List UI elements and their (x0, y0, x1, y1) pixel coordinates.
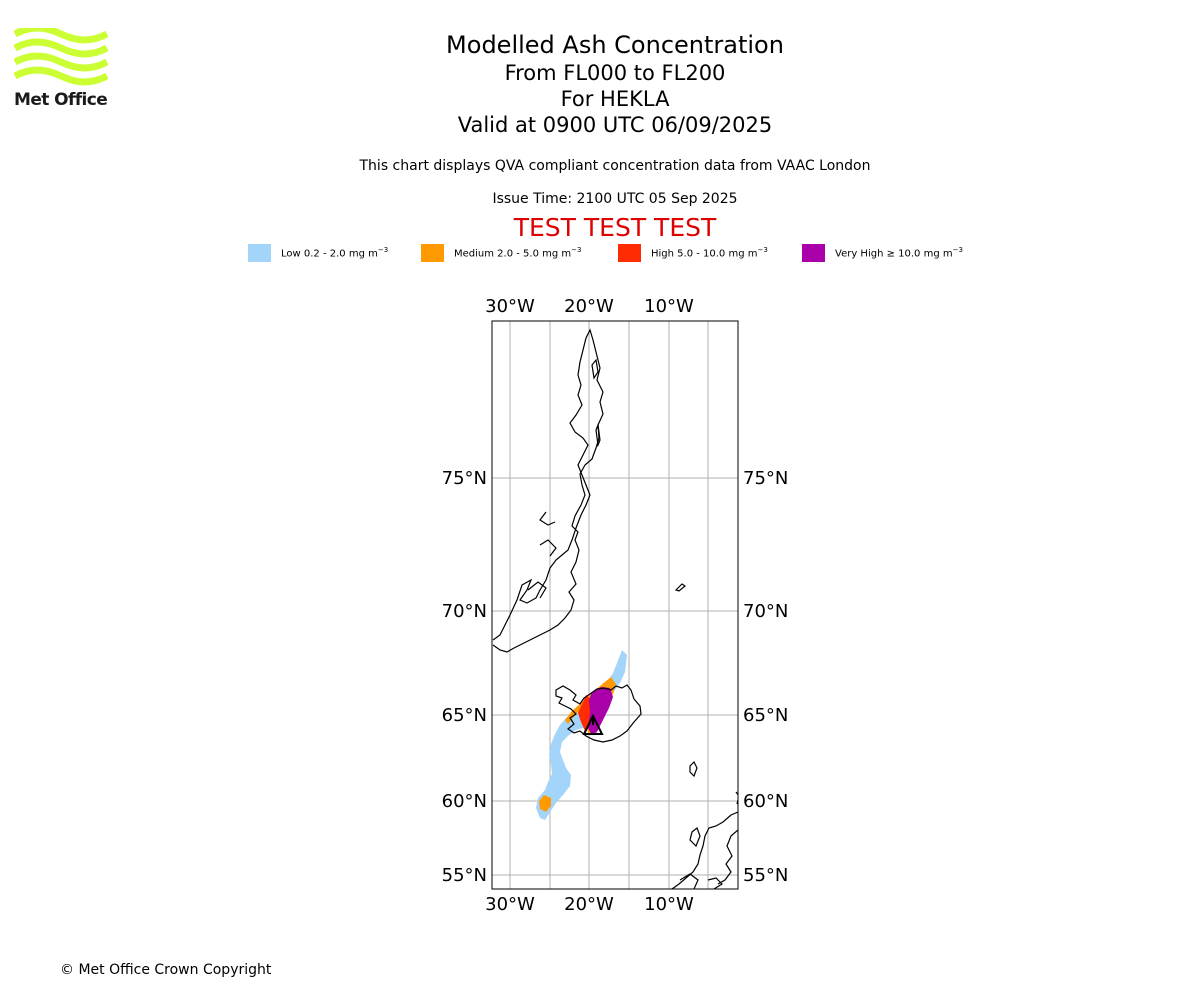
bottom-lon-label: 10°W (644, 894, 694, 915)
map-background (492, 321, 738, 889)
title-line3: For HEKLA (560, 87, 670, 111)
legend-label-very-high: Very High ≥ 10.0 mg m (835, 248, 953, 260)
bottom-lon-label: 20°W (564, 894, 614, 915)
logo-text: Met Office (14, 90, 108, 110)
left-lat-label: 55°N (441, 865, 487, 886)
top-lon-label: 30°W (485, 296, 535, 317)
legend-unit-exp: −3 (757, 246, 768, 255)
legend-item-very-high (802, 244, 963, 262)
legend-label-low: Low 0.2 - 2.0 mg m (281, 248, 378, 260)
legend-unit-exp: −3 (952, 246, 963, 255)
right-lat-label: 70°N (743, 601, 789, 622)
legend-item-low (248, 244, 388, 262)
subtitle: This chart displays QVA compliant concentration data from VAAC London (359, 158, 871, 174)
bottom-lon-label: 30°W (485, 894, 535, 915)
test-banner: TEST TEST TEST (513, 213, 717, 242)
legend-item-high (618, 244, 768, 262)
title-line4: Valid at 0900 UTC 06/09/2025 (457, 113, 773, 137)
left-lat-label: 60°N (441, 791, 487, 812)
top-lon-label: 20°W (564, 296, 614, 317)
legend (0, 244, 1200, 264)
legend-swatch-medium (421, 244, 444, 262)
top-lon-label: 10°W (644, 296, 694, 317)
legend-item-medium (421, 244, 581, 262)
ash-map-svg (420, 285, 820, 915)
title-line1: Modelled Ash Concentration (446, 31, 784, 59)
right-lat-label: 55°N (743, 865, 789, 886)
left-lat-label: 70°N (441, 601, 487, 622)
legend-unit-exp: −3 (571, 246, 582, 255)
legend-swatch-low (248, 244, 271, 262)
ash-map (420, 285, 820, 919)
left-lat-label: 75°N (441, 468, 487, 489)
legend-label-medium: Medium 2.0 - 5.0 mg m (454, 248, 572, 260)
title-line2: From FL000 to FL200 (504, 61, 726, 85)
right-lat-label: 75°N (743, 468, 789, 489)
legend-swatch-high (618, 244, 641, 262)
issue-time: Issue Time: 2100 UTC 05 Sep 2025 (492, 191, 738, 207)
left-lat-label: 65°N (441, 705, 487, 726)
right-lat-label: 65°N (743, 705, 789, 726)
chart-title (0, 30, 1200, 138)
copyright: © Met Office Crown Copyright (60, 962, 272, 978)
legend-unit-exp: −3 (377, 246, 389, 255)
legend-label-high: High 5.0 - 10.0 mg m (651, 248, 758, 260)
legend-swatch-very-high (802, 244, 825, 262)
right-lat-label: 60°N (743, 791, 789, 812)
